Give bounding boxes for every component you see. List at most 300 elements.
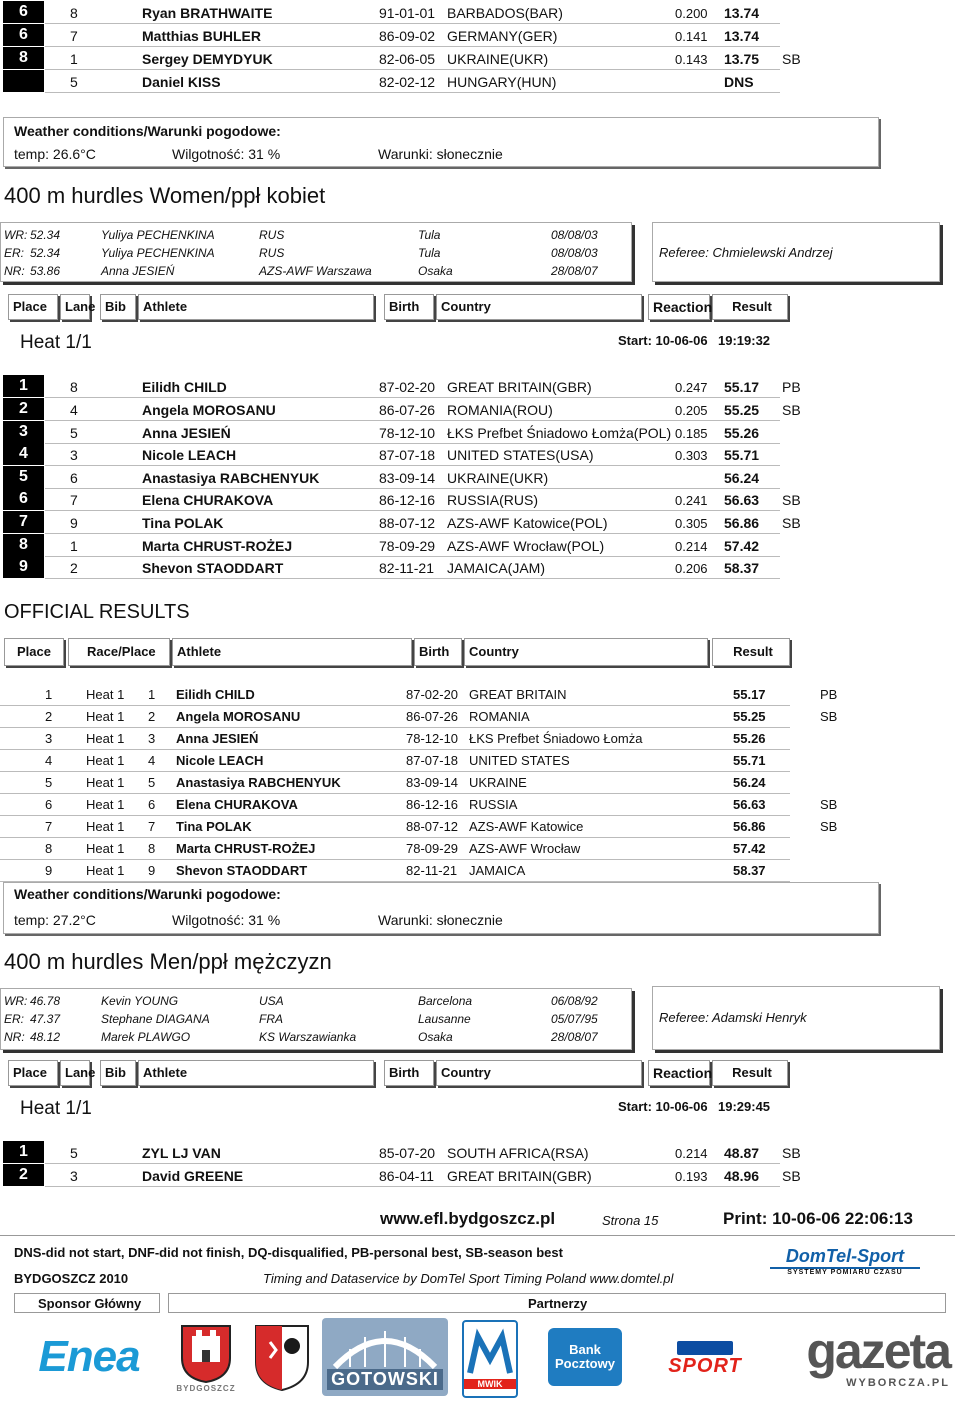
table-row <box>0 556 960 579</box>
official-country: RUSSIA <box>469 797 518 812</box>
official-birth: 87-02-20 <box>406 687 459 702</box>
header-place-men: Place <box>8 1060 58 1086</box>
referee-women: Referee: Chmielewski Andrzej <box>659 245 833 260</box>
result: 48.87 <box>724 1145 760 1161</box>
official-heat: Heat 1 <box>86 841 125 856</box>
reaction-time: 0.247 <box>675 380 708 395</box>
header-result: Result <box>712 294 788 320</box>
weather-humidity: Wilgotność: 31 % <box>172 146 281 162</box>
record-type: ER: <box>4 246 25 260</box>
reaction-time: 0.205 <box>675 403 708 418</box>
header-birth-men: Birth <box>384 1060 434 1086</box>
heat-label-women: Heat 1/1 <box>20 332 92 353</box>
result: 13.74 <box>724 5 760 21</box>
bridge-icon <box>330 1325 440 1369</box>
result: 56.24 <box>724 470 760 486</box>
record-athlete: Yuliya PECHENKINA <box>101 228 215 242</box>
weather-temp-2: temp: 27.2°C <box>14 912 96 928</box>
official-birth: 86-07-26 <box>406 709 459 724</box>
record-nationality: RUS <box>259 228 285 242</box>
record-athlete: Kevin YOUNG <box>101 994 179 1008</box>
official-header-athlete: Athlete <box>172 638 412 666</box>
reaction-time: 0.143 <box>675 52 708 67</box>
birth-date: 82-02-12 <box>379 74 436 90</box>
record-value: 46.78 <box>30 994 61 1008</box>
birth-date: 86-04-11 <box>379 1168 435 1184</box>
reaction-time: 0.305 <box>675 516 708 531</box>
official-heat-place: 9 <box>148 863 156 878</box>
official-header-country: Country <box>464 638 708 666</box>
result: 13.75 <box>724 51 760 67</box>
weather-box-2 <box>3 882 879 934</box>
footer-page: Strona 15 <box>602 1213 659 1228</box>
tvp-icon <box>677 1341 733 1355</box>
official-row <box>0 793 960 816</box>
official-athlete: Eilidh CHILD <box>176 687 255 702</box>
official-athlete: Nicole LEACH <box>176 753 264 768</box>
official-athlete: Anna JESIEŃ <box>176 731 259 746</box>
tvp-sport-text: SPORT <box>668 1354 742 1377</box>
weather-box <box>3 117 879 167</box>
lane: 4 <box>70 402 78 418</box>
place-badge: 2 <box>3 398 44 420</box>
official-birth: 82-11-21 <box>406 863 458 878</box>
official-athlete: Marta CHRUST-ROŻEJ <box>176 841 316 856</box>
table-row <box>0 466 960 489</box>
gazeta-logo-text: gazeta <box>806 1323 950 1379</box>
place-badge: 7 <box>3 511 44 533</box>
official-heat-place: 6 <box>148 797 156 812</box>
country: ŁKS Prefbet Śniadowo Łomża(POL) <box>447 425 672 441</box>
partners-label: Partnerzy <box>528 1296 588 1311</box>
weather-conditions: Warunki: słonecznie <box>378 146 503 162</box>
referee-box-men <box>652 986 940 1050</box>
official-header-result: Result <box>712 638 790 666</box>
official-header-birth: Birth <box>414 638 462 666</box>
record-date: 05/07/95 <box>551 1012 598 1026</box>
record-value: 47.37 <box>30 1012 61 1026</box>
referee-men: Referee: Adamski Henryk <box>659 1010 807 1025</box>
official-heat-place: 3 <box>148 731 156 746</box>
official-results-title: OFFICIAL RESULTS <box>4 601 190 623</box>
table-row <box>0 443 960 466</box>
table-row <box>0 70 960 93</box>
place-badge: 8 <box>3 534 44 556</box>
record-value: 48.12 <box>30 1030 61 1044</box>
official-country: AZS-AWF Wrocław <box>469 841 581 856</box>
record-city: Tula <box>418 246 441 260</box>
start-time-women: 19:19:32 <box>718 333 771 348</box>
official-heat: Heat 1 <box>86 819 125 834</box>
country: GERMANY(GER) <box>447 28 558 44</box>
official-heat: Heat 1 <box>86 709 125 724</box>
official-note: SB <box>820 709 838 724</box>
record-nationality: USA <box>259 994 284 1008</box>
footer-timing: Timing and Dataservice by DomTel Sport Timing Poland www.domtel.pl <box>263 1271 674 1286</box>
footer-site-link[interactable]: www.efl.bydgoszcz.pl <box>380 1209 556 1228</box>
enea-logo <box>14 1326 164 1388</box>
header-athlete: Athlete <box>138 294 374 320</box>
official-result: 55.17 <box>733 687 766 702</box>
referee-box-women <box>652 222 940 282</box>
country: ROMANIA(ROU) <box>447 402 553 418</box>
result: 55.17 <box>724 379 760 395</box>
official-heat-place: 4 <box>148 753 156 768</box>
header-bib: Bib <box>100 294 136 320</box>
lane: 1 <box>70 51 78 67</box>
record-nationality: RUS <box>259 246 285 260</box>
record-value: 53.86 <box>30 264 61 278</box>
official-birth: 78-12-10 <box>406 731 459 746</box>
birth-date: 78-12-10 <box>379 425 436 441</box>
official-place: 2 <box>45 709 53 724</box>
official-place: 1 <box>45 687 53 702</box>
heat-label-men: Heat 1/1 <box>20 1098 92 1119</box>
record-note: SB <box>782 51 801 67</box>
record-type: ER: <box>4 1012 25 1026</box>
record-value: 52.34 <box>30 246 61 260</box>
footer-divider <box>0 1235 955 1236</box>
weather-conditions-2: Warunki: słonecznie <box>378 912 503 928</box>
result: 58.37 <box>724 560 760 576</box>
official-heat: Heat 1 <box>86 775 125 790</box>
table-row <box>0 47 960 70</box>
birth-date: 82-06-05 <box>379 51 436 67</box>
country: AZS-AWF Katowice(POL) <box>447 515 608 531</box>
lane: 8 <box>70 5 78 21</box>
weather-humidity-2: Wilgotność: 31 % <box>172 912 281 928</box>
table-row <box>0 488 960 511</box>
official-birth: 88-07-12 <box>406 819 459 834</box>
reaction-time: 0.206 <box>675 561 708 576</box>
table-row <box>0 1164 960 1187</box>
record-note: SB <box>782 515 801 531</box>
mwik-logo <box>462 1320 518 1398</box>
lane: 6 <box>70 470 78 486</box>
birth-date: 86-09-02 <box>379 28 436 44</box>
official-heat: Heat 1 <box>86 797 125 812</box>
country: BARBADOS(BAR) <box>447 5 563 21</box>
table-row <box>0 511 960 534</box>
athlete-name: Anastasiya RABCHENYUK <box>142 470 320 486</box>
official-heat: Heat 1 <box>86 753 125 768</box>
athlete-name: ZYL LJ VAN <box>142 1145 221 1161</box>
record-type: NR: <box>4 1030 25 1044</box>
country: RUSSIA(RUS) <box>447 492 539 508</box>
official-header-place: Place <box>4 638 64 666</box>
header-lane-men: Lane <box>60 1060 90 1086</box>
official-heat-place: 7 <box>148 819 156 834</box>
country: HUNGARY(HUN) <box>447 74 557 90</box>
official-country: ŁKS Prefbet Śniadowo Łomża <box>469 731 643 746</box>
official-heat: Heat 1 <box>86 731 125 746</box>
birth-date: 85-07-20 <box>379 1145 436 1161</box>
official-place: 3 <box>45 731 53 746</box>
official-row <box>0 859 960 882</box>
place-badge: 4 <box>3 443 44 465</box>
official-heat-place: 1 <box>148 687 156 702</box>
gotowski-logo-text: GOTOWSKI <box>327 1369 443 1390</box>
place-badge: 2 <box>3 1164 44 1186</box>
result: 57.42 <box>724 538 760 554</box>
place-badge: 5 <box>3 466 44 488</box>
reaction-time: 0.193 <box>675 1169 708 1184</box>
region-crest-icon <box>252 1322 312 1392</box>
official-athlete: Tina POLAK <box>176 819 252 834</box>
record-city: Tula <box>418 228 441 242</box>
record-note: SB <box>782 1145 801 1161</box>
official-place: 8 <box>45 841 53 856</box>
official-country: AZS-AWF Katowice <box>469 819 584 834</box>
official-athlete: Angela MOROSANU <box>176 709 301 724</box>
record-city: Osaka <box>418 264 453 278</box>
official-place: 9 <box>45 863 53 878</box>
record-nationality: AZS-AWF Warszawa <box>259 264 372 278</box>
record-nationality: KS Warszawianka <box>259 1030 357 1044</box>
athlete-name: Ryan BRATHWAITE <box>142 5 273 21</box>
official-birth: 78-09-29 <box>406 841 459 856</box>
record-city: Barcelona <box>418 994 473 1008</box>
official-country: JAMAICA <box>469 863 526 878</box>
official-result: 55.25 <box>733 709 766 724</box>
row-divider <box>45 578 780 579</box>
official-birth: 87-07-18 <box>406 753 459 768</box>
result: 55.25 <box>724 402 760 418</box>
result: 56.86 <box>724 515 760 531</box>
table-row <box>0 1 960 24</box>
start-date-men: Start: 10-06-06 <box>618 1099 708 1114</box>
country: GREAT BRITAIN(GBR) <box>447 379 592 395</box>
official-header-race-place: Race/Place <box>68 638 170 666</box>
birth-date: 87-07-18 <box>379 447 436 463</box>
birth-date: 82-11-21 <box>379 560 435 576</box>
official-athlete: Elena CHURAKOVA <box>176 797 298 812</box>
tvp-sport-logo <box>652 1336 758 1382</box>
event-title-men: 400 m hurdles Men/ppł mężczyzn <box>4 949 332 974</box>
domtel-logo-sub: SYSTEMY POMIARU CZASU <box>770 1267 920 1276</box>
lane: 5 <box>70 1145 78 1161</box>
official-birth: 83-09-14 <box>406 775 459 790</box>
country: JAMAICA(JAM) <box>447 560 545 576</box>
weather-temp: temp: 26.6°C <box>14 146 96 162</box>
place-badge <box>3 70 44 92</box>
athlete-name: Marta CHRUST-ROŻEJ <box>142 538 293 554</box>
official-heat-place: 8 <box>148 841 156 856</box>
athlete-name: Angela MOROSANU <box>142 402 276 418</box>
official-country: UNITED STATES <box>469 753 570 768</box>
result: 48.96 <box>724 1168 760 1184</box>
official-result: 58.37 <box>733 863 766 878</box>
sponsor-label: Sponsor Główny <box>38 1296 142 1311</box>
reaction-time: 0.141 <box>675 29 708 44</box>
record-date: 28/08/07 <box>551 264 598 278</box>
gazeta-logo-sub: WYBORCZA.PL <box>846 1377 950 1389</box>
lane: 7 <box>70 492 78 508</box>
record-note: SB <box>782 492 801 508</box>
lane: 3 <box>70 1168 78 1184</box>
country: SOUTH AFRICA(RSA) <box>447 1145 589 1161</box>
official-result: 56.24 <box>733 775 766 790</box>
official-row <box>0 705 960 728</box>
lane: 8 <box>70 379 78 395</box>
official-row <box>0 683 960 706</box>
official-result: 57.42 <box>733 841 766 856</box>
record-date: 28/08/07 <box>551 1030 598 1044</box>
official-birth: 86-12-16 <box>406 797 459 812</box>
place-badge: 6 <box>3 24 44 46</box>
birth-date: 83-09-14 <box>379 470 436 486</box>
lane: 7 <box>70 28 78 44</box>
official-result: 55.71 <box>733 753 766 768</box>
reaction-time: 0.241 <box>675 493 708 508</box>
official-country: ROMANIA <box>469 709 530 724</box>
result: 55.71 <box>724 447 760 463</box>
record-athlete: Marek PLAWGO <box>101 1030 191 1044</box>
record-nationality: FRA <box>259 1012 283 1026</box>
result: 56.63 <box>724 492 760 508</box>
footer-print: Print: 10-06-06 22:06:13 <box>723 1209 913 1228</box>
mwik-logo-text: MWIK <box>464 1379 516 1389</box>
official-note: SB <box>820 797 838 812</box>
record-athlete: Stephane DIAGANA <box>101 1012 210 1026</box>
official-heat-place: 2 <box>148 709 156 724</box>
athlete-name: Elena CHURAKOVA <box>142 492 274 508</box>
gotowski-logo <box>322 1318 448 1396</box>
official-result: 56.63 <box>733 797 766 812</box>
header-birth: Birth <box>384 294 434 320</box>
weather-title-2: Weather conditions/Warunki pogodowe: <box>14 886 281 902</box>
athlete-name: Sergey DEMYDYUK <box>142 51 273 67</box>
place-badge: 8 <box>3 47 44 69</box>
header-country: Country <box>436 294 642 320</box>
bydgoszcz-crest <box>168 1318 244 1396</box>
place-badge: 1 <box>3 1141 44 1163</box>
place-badge: 1 <box>3 375 44 397</box>
lane: 5 <box>70 74 78 90</box>
official-place: 6 <box>45 797 53 812</box>
athlete-name: David GREENE <box>142 1168 244 1184</box>
record-value: 52.34 <box>30 228 61 242</box>
birth-date: 91-01-01 <box>379 5 436 21</box>
table-row <box>0 534 960 557</box>
enea-logo-text: Enea <box>38 1332 140 1381</box>
bydgoszcz-crest-icon <box>178 1322 234 1384</box>
table-row <box>0 24 960 47</box>
athlete-name: Matthias BUHLER <box>142 28 262 44</box>
birth-date: 88-07-12 <box>379 515 436 531</box>
header-athlete-men: Athlete <box>138 1060 374 1086</box>
bank-pocztowy-text: Bank Pocztowy <box>555 1342 615 1371</box>
bydgoszcz-crest-text: BYDGOSZCZ <box>176 1383 236 1393</box>
reaction-time: 0.214 <box>675 1146 708 1161</box>
record-note: SB <box>782 402 801 418</box>
weather-title: Weather conditions/Warunki pogodowe: <box>14 123 281 139</box>
birth-date: 87-02-20 <box>379 379 436 395</box>
record-type: NR: <box>4 264 25 278</box>
start-date-women: Start: 10-06-06 <box>618 333 708 348</box>
official-heat: Heat 1 <box>86 687 125 702</box>
record-note: PB <box>782 379 801 395</box>
start-time-men: 19:29:45 <box>718 1099 771 1114</box>
official-row <box>0 815 960 838</box>
athlete-name: Nicole LEACH <box>142 447 237 463</box>
official-note: PB <box>820 687 838 702</box>
region-crest <box>246 1318 318 1396</box>
header-reaction: Reaction <box>648 294 710 320</box>
record-city: Osaka <box>418 1030 453 1044</box>
official-result: 56.86 <box>733 819 766 834</box>
record-date: 08/08/03 <box>551 246 598 260</box>
domtel-logo <box>770 1246 920 1276</box>
athlete-name: Tina POLAK <box>142 515 224 531</box>
athlete-name: Anna JESIEŃ <box>142 425 231 441</box>
birth-date: 78-09-29 <box>379 538 436 554</box>
official-heat: Heat 1 <box>86 863 125 878</box>
official-row <box>0 771 960 794</box>
country: GREAT BRITAIN(GBR) <box>447 1168 592 1184</box>
reaction-time: 0.303 <box>675 448 708 463</box>
lane: 2 <box>70 560 78 576</box>
record-date: 08/08/03 <box>551 228 598 242</box>
lane: 3 <box>70 447 78 463</box>
footer-event: BYDGOSZCZ 2010 <box>14 1271 129 1286</box>
official-place: 4 <box>45 753 53 768</box>
lane: 5 <box>70 425 78 441</box>
table-row <box>0 1141 960 1164</box>
place-badge: 6 <box>3 488 44 510</box>
reaction-time: 0.200 <box>675 6 708 21</box>
official-country: GREAT BRITAIN <box>469 687 567 702</box>
header-bib-men: Bib <box>100 1060 136 1086</box>
official-result: 55.26 <box>733 731 766 746</box>
lane: 9 <box>70 515 78 531</box>
header-reaction-men: Reaction <box>648 1060 710 1086</box>
record-date: 06/08/92 <box>551 994 598 1008</box>
record-athlete: Yuliya PECHENKINA <box>101 246 215 260</box>
record-type: WR: <box>4 228 28 242</box>
mwik-icon <box>466 1329 514 1379</box>
birth-date: 86-07-26 <box>379 402 436 418</box>
gazeta-wyborcza-logo <box>778 1318 950 1396</box>
official-country: UKRAINE <box>469 775 527 790</box>
header-place: Place <box>8 294 58 320</box>
birth-date: 86-12-16 <box>379 492 436 508</box>
official-note: SB <box>820 819 838 834</box>
domtel-logo-text: DomTel-Sport <box>785 1246 905 1266</box>
record-athlete: Anna JESIEŃ <box>101 264 175 278</box>
athlete-name: Eilidh CHILD <box>142 379 227 395</box>
result: 13.74 <box>724 28 760 44</box>
athlete-name: Daniel KISS <box>142 74 221 90</box>
reaction-time: 0.214 <box>675 539 708 554</box>
table-row <box>0 421 960 444</box>
place-badge: 6 <box>3 1 44 23</box>
official-row <box>0 837 960 860</box>
official-heat-place: 5 <box>148 775 156 790</box>
record-note: SB <box>782 1168 801 1184</box>
athlete-name: Shevon STAODDART <box>142 560 284 576</box>
header-country-men: Country <box>436 1060 642 1086</box>
place-badge: 9 <box>3 556 44 578</box>
header-lane: Lane <box>60 294 90 320</box>
official-place: 7 <box>45 819 53 834</box>
table-row <box>0 398 960 421</box>
row-divider <box>45 1186 780 1187</box>
country: AZS-AWF Wrocław(POL) <box>447 538 605 554</box>
official-athlete: Shevon STAODDART <box>176 863 308 878</box>
official-athlete: Anastasiya RABCHENYUK <box>176 775 341 790</box>
record-city: Lausanne <box>418 1012 471 1026</box>
